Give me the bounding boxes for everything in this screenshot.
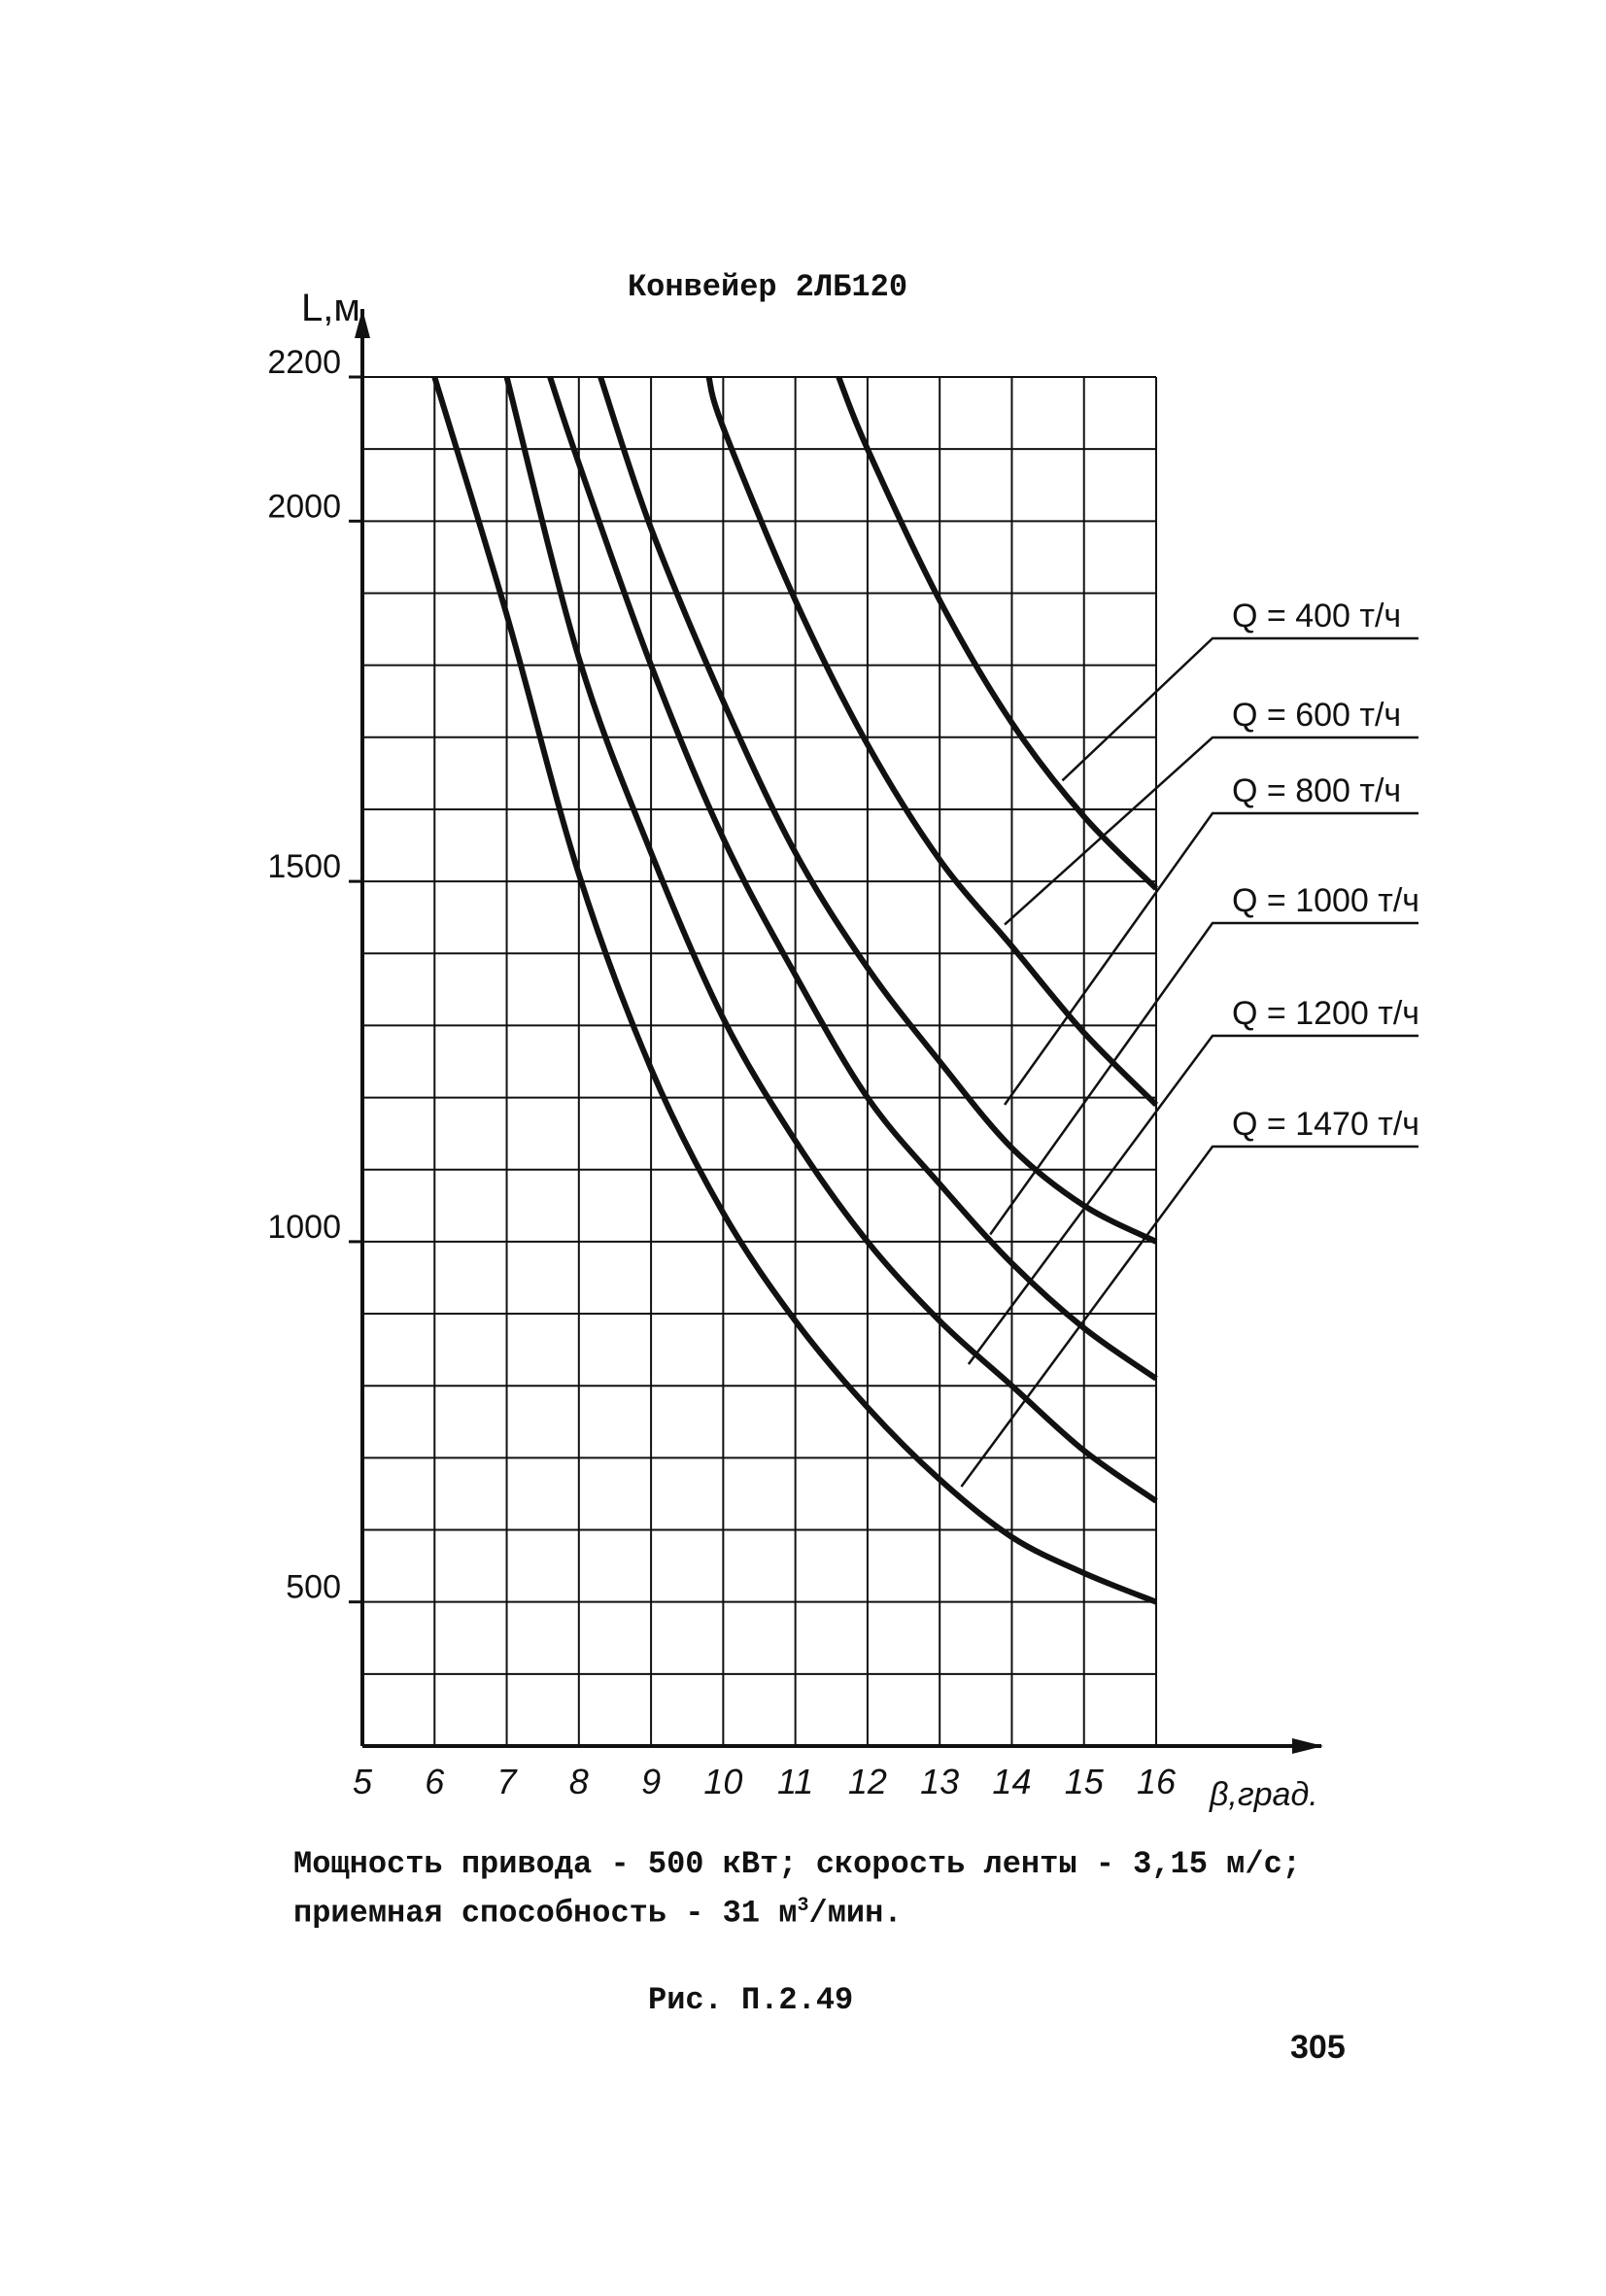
page-number: 305 — [1290, 2029, 1346, 2066]
figure-label: Рис. П.2.49 — [648, 1982, 854, 2018]
x-tick-label: 12 — [847, 1762, 887, 1801]
x-tick-label: 7 — [496, 1762, 517, 1801]
legend — [961, 598, 1419, 1487]
chart-title: Конвейер 2ЛБ120 — [627, 269, 908, 305]
x-tick-label: 13 — [920, 1762, 960, 1801]
x-tick-label: 6 — [425, 1762, 445, 1801]
caption-line-2-suffix: /мин. — [808, 1895, 903, 1932]
y-tick-label: 500 — [286, 1568, 341, 1606]
x-tick-label: 16 — [1136, 1762, 1177, 1801]
x-tick-label: 8 — [568, 1762, 589, 1801]
caption-line-2 — [293, 1895, 903, 1932]
legend-label: Q = 1000 т/ч — [1232, 882, 1420, 919]
x-axis-arrow — [1292, 1738, 1323, 1754]
x-tick-label: 5 — [352, 1762, 373, 1801]
x-tick-label: 11 — [776, 1762, 814, 1801]
legend-leader-line — [1005, 813, 1418, 1105]
y-tick-labels — [267, 344, 362, 1606]
series-curve — [550, 377, 1156, 1379]
y-tick-label: 2000 — [267, 488, 341, 526]
y-tick-label: 1000 — [267, 1208, 341, 1246]
legend-label: Q = 800 т/ч — [1232, 772, 1402, 809]
caption-line-2-text: приемная способность - 31 м — [293, 1895, 798, 1932]
x-tick-label: 10 — [703, 1762, 743, 1801]
x-tick-label: 14 — [992, 1762, 1032, 1801]
x-tick-labels — [353, 1762, 1177, 1801]
grid — [362, 377, 1156, 1746]
series-curve — [838, 377, 1156, 889]
x-tick-label: 15 — [1064, 1762, 1104, 1801]
y-tick-label: 2200 — [267, 344, 341, 381]
legend-leader-line — [961, 1147, 1418, 1487]
y-tick-label: 1500 — [267, 848, 341, 886]
x-axis-label: β,град. — [1210, 1776, 1318, 1813]
caption-superscript: 3 — [797, 1895, 809, 1917]
caption-line-1: Мощность привода - 500 кВт; скорость ленты - 3,15 м/с; — [293, 1846, 1301, 1882]
series-curve — [507, 377, 1156, 1501]
legend-label: Q = 1200 т/ч — [1232, 995, 1420, 1032]
x-tick-label: 9 — [641, 1762, 662, 1801]
legend-leader-line — [969, 1036, 1418, 1364]
legend-label: Q = 600 т/ч — [1232, 697, 1402, 734]
legend-label: Q = 400 т/ч — [1232, 598, 1402, 634]
legend-label: Q = 1470 т/ч — [1232, 1106, 1420, 1143]
y-axis-label: L,м — [301, 287, 360, 329]
series-curve — [709, 377, 1156, 1105]
axes — [355, 309, 1323, 1754]
